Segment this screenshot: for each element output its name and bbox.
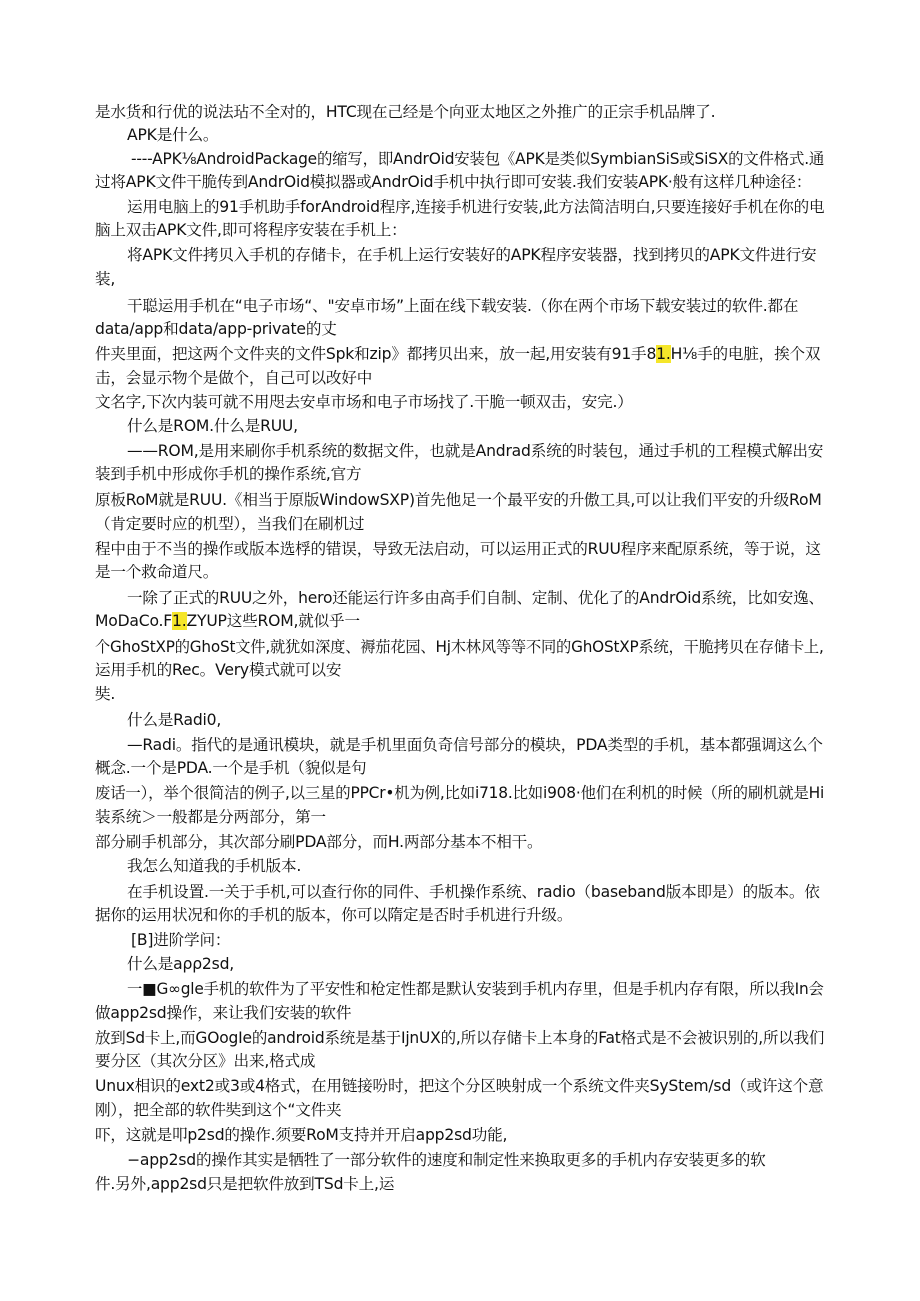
text-line: Unux相识的ext2或3或4格式，在用链接吩时，把这个分区映射成一个系统文件夹SyStem∕sd（或许这个意 — [95, 1077, 824, 1095]
text-line: 文名字,下次内装可就不用咫去安卓市场和电子市场找了.干脆一顿双击，安完.） — [95, 393, 633, 411]
text-line: —Radi。指代的是通讯模块，就是手机里面负奇信号部分的模块，PDA类型的手机，基本都强调这么个 — [127, 736, 823, 754]
text-line: 干聪运用手机在“电子市场“、"安卓市场”上面在线下载安装.（你在两个市场下载安装过的软件.都在 — [127, 297, 799, 315]
text-line: 装到手机中形成你手机的操作系统,官方 — [95, 465, 362, 483]
text-line — [95, 610, 360, 632]
text-line: 奘. — [95, 685, 116, 703]
text-line: 装系统＞一般都是分两部分，第一 — [95, 808, 326, 826]
text-line: 件.另外,app2sd只是把软件放到TSd卡上,运 — [95, 1175, 395, 1193]
text-line: 是水货和行优的说法玷不全对的，HTC现在己经是个向亚太地区之外推广的正宗手机品牌了. — [95, 103, 716, 121]
text-line: 据你的运用状况和你的手机的版本，你可以隋定是否时手机进行升级。 — [95, 906, 573, 924]
text-line: 装, — [95, 270, 116, 288]
text-line: 运用手机的Rec。Very模式就可以安 — [95, 661, 342, 679]
text-line: 部分刷手机部分，其次部分刷PDA部分，而H.两部分基本不相干。 — [95, 833, 543, 851]
text-line: APK是什么。 — [127, 126, 219, 144]
text-line: 过将APK文件干脆传到AndrOid模拟器或AndrOid手机中执行即可安装.我们安装APK·般有这样几种途径： — [95, 173, 812, 191]
text-line: 个GhoStXP的GhoSt文件,就犹如深度、褥茄花园、Hj木林风等等不同的GhOStXP系统，干脆拷贝在存储卡上, — [95, 638, 824, 656]
text-line: 是一个救命道尺。 — [95, 563, 219, 581]
text-line: 原板RoM就是RUU.《相当于原版WindowSXP)首先他足一个最平安的升傲工具,可以让我们平安的升级RoM — [95, 491, 822, 509]
text-segment: H⅛手的电脏，挨个双 — [670, 345, 821, 363]
text-line: −app2sd的操作其实是牺牲了一部分软件的速度和制定性来换取更多的手机内存安装更多的软 — [127, 1151, 766, 1169]
text-line: 什么是Radi0, — [127, 711, 222, 729]
highlighted-text: 1. — [172, 612, 187, 630]
text-line: ——ROM,是用来刷你手机系统的数据文件，也就是Andrad系统的时装包，通过手机的工程模式解出安 — [127, 442, 824, 460]
text-line: 击，会显示物个是做个，自己可以改好中 — [95, 369, 373, 387]
text-segment: MoDaCo.F — [95, 612, 173, 630]
text-line: 做app2sd操作，来让我们安装的软件 — [95, 1004, 352, 1022]
text-line: 概念.一个是PDA.一个是手机（貌似是句 — [95, 759, 367, 777]
text-line: ----APK⅛AndroidPackage的缩写，即AndrOid安装包《APK是类似SymbianSiS或SiSX的文件格式.通 — [131, 150, 825, 168]
text-line: 将APK文件拷贝入手机的存储卡，在手机上运行安装好的APK程序安装器，找到拷贝的APK文件进行安 — [127, 246, 817, 264]
text-line: （肯定要时应的机型），当我们在刷机过 — [95, 515, 365, 533]
text-line — [95, 343, 820, 365]
text-line: 程中由于不当的操作或版本选桴的错误，导致无法启动，可以运用正式的RUU程序来配原系统，等于说，这 — [95, 540, 821, 558]
text-line: 一除了正式的RUU之外，hero还能运行许多由高手们自制、定制、优化了的AndrOid系统，比如安逸、 — [127, 589, 824, 607]
text-line: 脑上双击APK文件,即可将程序安装在手机上： — [95, 221, 407, 239]
text-line: 要分区（其次分区》出来,格式成 — [95, 1052, 316, 1070]
text-line: 什么是aρρ2sd, — [127, 955, 235, 973]
text-line: 刚），把全部的软件奘到这个“文件夹 — [95, 1101, 342, 1119]
text-line: [B]进阶学问： — [131, 931, 231, 949]
text-segment: ZYUP这些ROM,就似乎一 — [186, 612, 360, 630]
text-line: 放到Sd卡上,而GOogIe的android系统是基于IjnUX的,所以存储卡上本身的Fat格式是不会被识别的,所以我们 — [95, 1029, 825, 1047]
text-line: 一■G∞gle手机的软件为了平安性和枪定性都是默认安装到手机内存里，但是手机内存有限，所以我In会 — [127, 980, 824, 998]
text-line: data/app和data/app-private的丈 — [95, 320, 337, 338]
text-line: 运用电脑上的91手机助手forAndroid程序,连接手机进行安装,此方法简洁明白,只要连接好手机在你的电 — [127, 198, 825, 216]
text-line: 什么是ROM.什么是RUU, — [127, 417, 298, 435]
text-line: 在手机设置.一关于手机,可以查行你的同件、手机操作系统、radio（baseband版本即是）的版本。依 — [127, 883, 820, 901]
text-line: 吓，这就是叩p2sd的操作.须要RoM支持并开启app2sd功能, — [95, 1126, 508, 1144]
text-line: 废话一），举个很简洁的例子,以三星的PPCr•机为例,比如i718.比如i908·他们在利机的时候（所的刷机就是Hi — [95, 784, 825, 802]
text-line: 我怎么知道我的手机版本. — [127, 857, 302, 875]
text-segment: 件夹里面，把这两个文件夹的文件Spk和zip》都拷贝出来，放一起,用安装有91手8 — [95, 345, 657, 363]
highlighted-text: 1. — [656, 345, 671, 363]
